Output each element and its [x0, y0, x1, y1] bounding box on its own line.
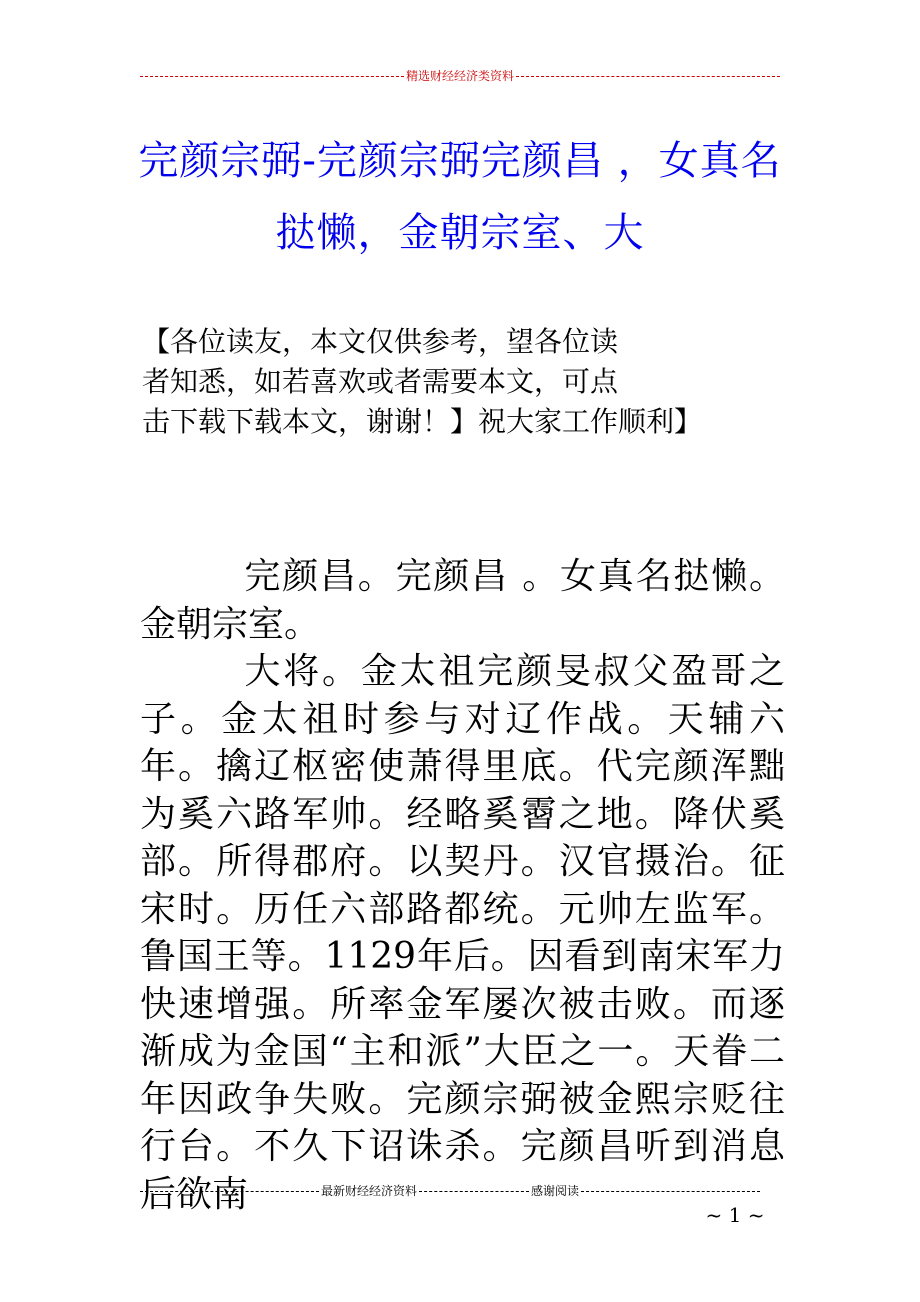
title-line-2: 挞懒，金朝宗室、大 [275, 210, 645, 256]
body-paragraph-1: 完颜昌。完颜昌 。女真名挞懒。金朝宗室。 [140, 556, 785, 645]
footer-label-right: 感谢阅读 [531, 1184, 580, 1198]
notice-line-2: 者知悉，如若喜欢或者需要本文，可点 [142, 365, 619, 398]
article-body [140, 553, 785, 1218]
page-number: ~ 1 ~ [705, 1203, 765, 1227]
notice-line-1: 【各位读友，本文仅供参考，望各位读 [142, 325, 619, 358]
footer-label-left: 最新财经经济资料 [320, 1184, 417, 1198]
body-paragraph-2: 大将。金太祖完颜旻叔父盈哥之子。金太祖时参与对辽作战。天辅六年。擒辽枢密使萧得里底。代完颜浑黜为奚六路军帅。经略奚霫之地。降伏奚部。所得郡府。以契丹。汉官摄治。征宋时。历任六部路都统。元帅左监军。鲁国王等。1129年后。因看到南宋军力快速增强。所率金军屡次被击败。而逐渐成为金国“主和派”大臣之一。天眷二年因政争失败。完颜宗弼被金熙宗贬往行台。不久下诏诛杀。完颜昌听到消息后欲南 [140, 651, 785, 1215]
footer-dash-right [581, 1191, 760, 1192]
footer-banner [140, 1182, 760, 1200]
header-dash-left [140, 76, 404, 77]
title-line-1: 完颜宗弼-完颜宗弼完颜昌 ，女真名 [138, 138, 782, 184]
header-label: 精选财经经济类资料 [406, 69, 515, 83]
reader-notice [142, 322, 782, 442]
header-dash-right [516, 76, 780, 77]
document-title [130, 125, 790, 269]
footer-dash-left [140, 1191, 319, 1192]
notice-line-3: 击下载下载本文，谢谢！】祝大家工作顺利】 [142, 405, 703, 438]
header-banner [140, 66, 780, 86]
footer-dash-middle [419, 1191, 529, 1192]
